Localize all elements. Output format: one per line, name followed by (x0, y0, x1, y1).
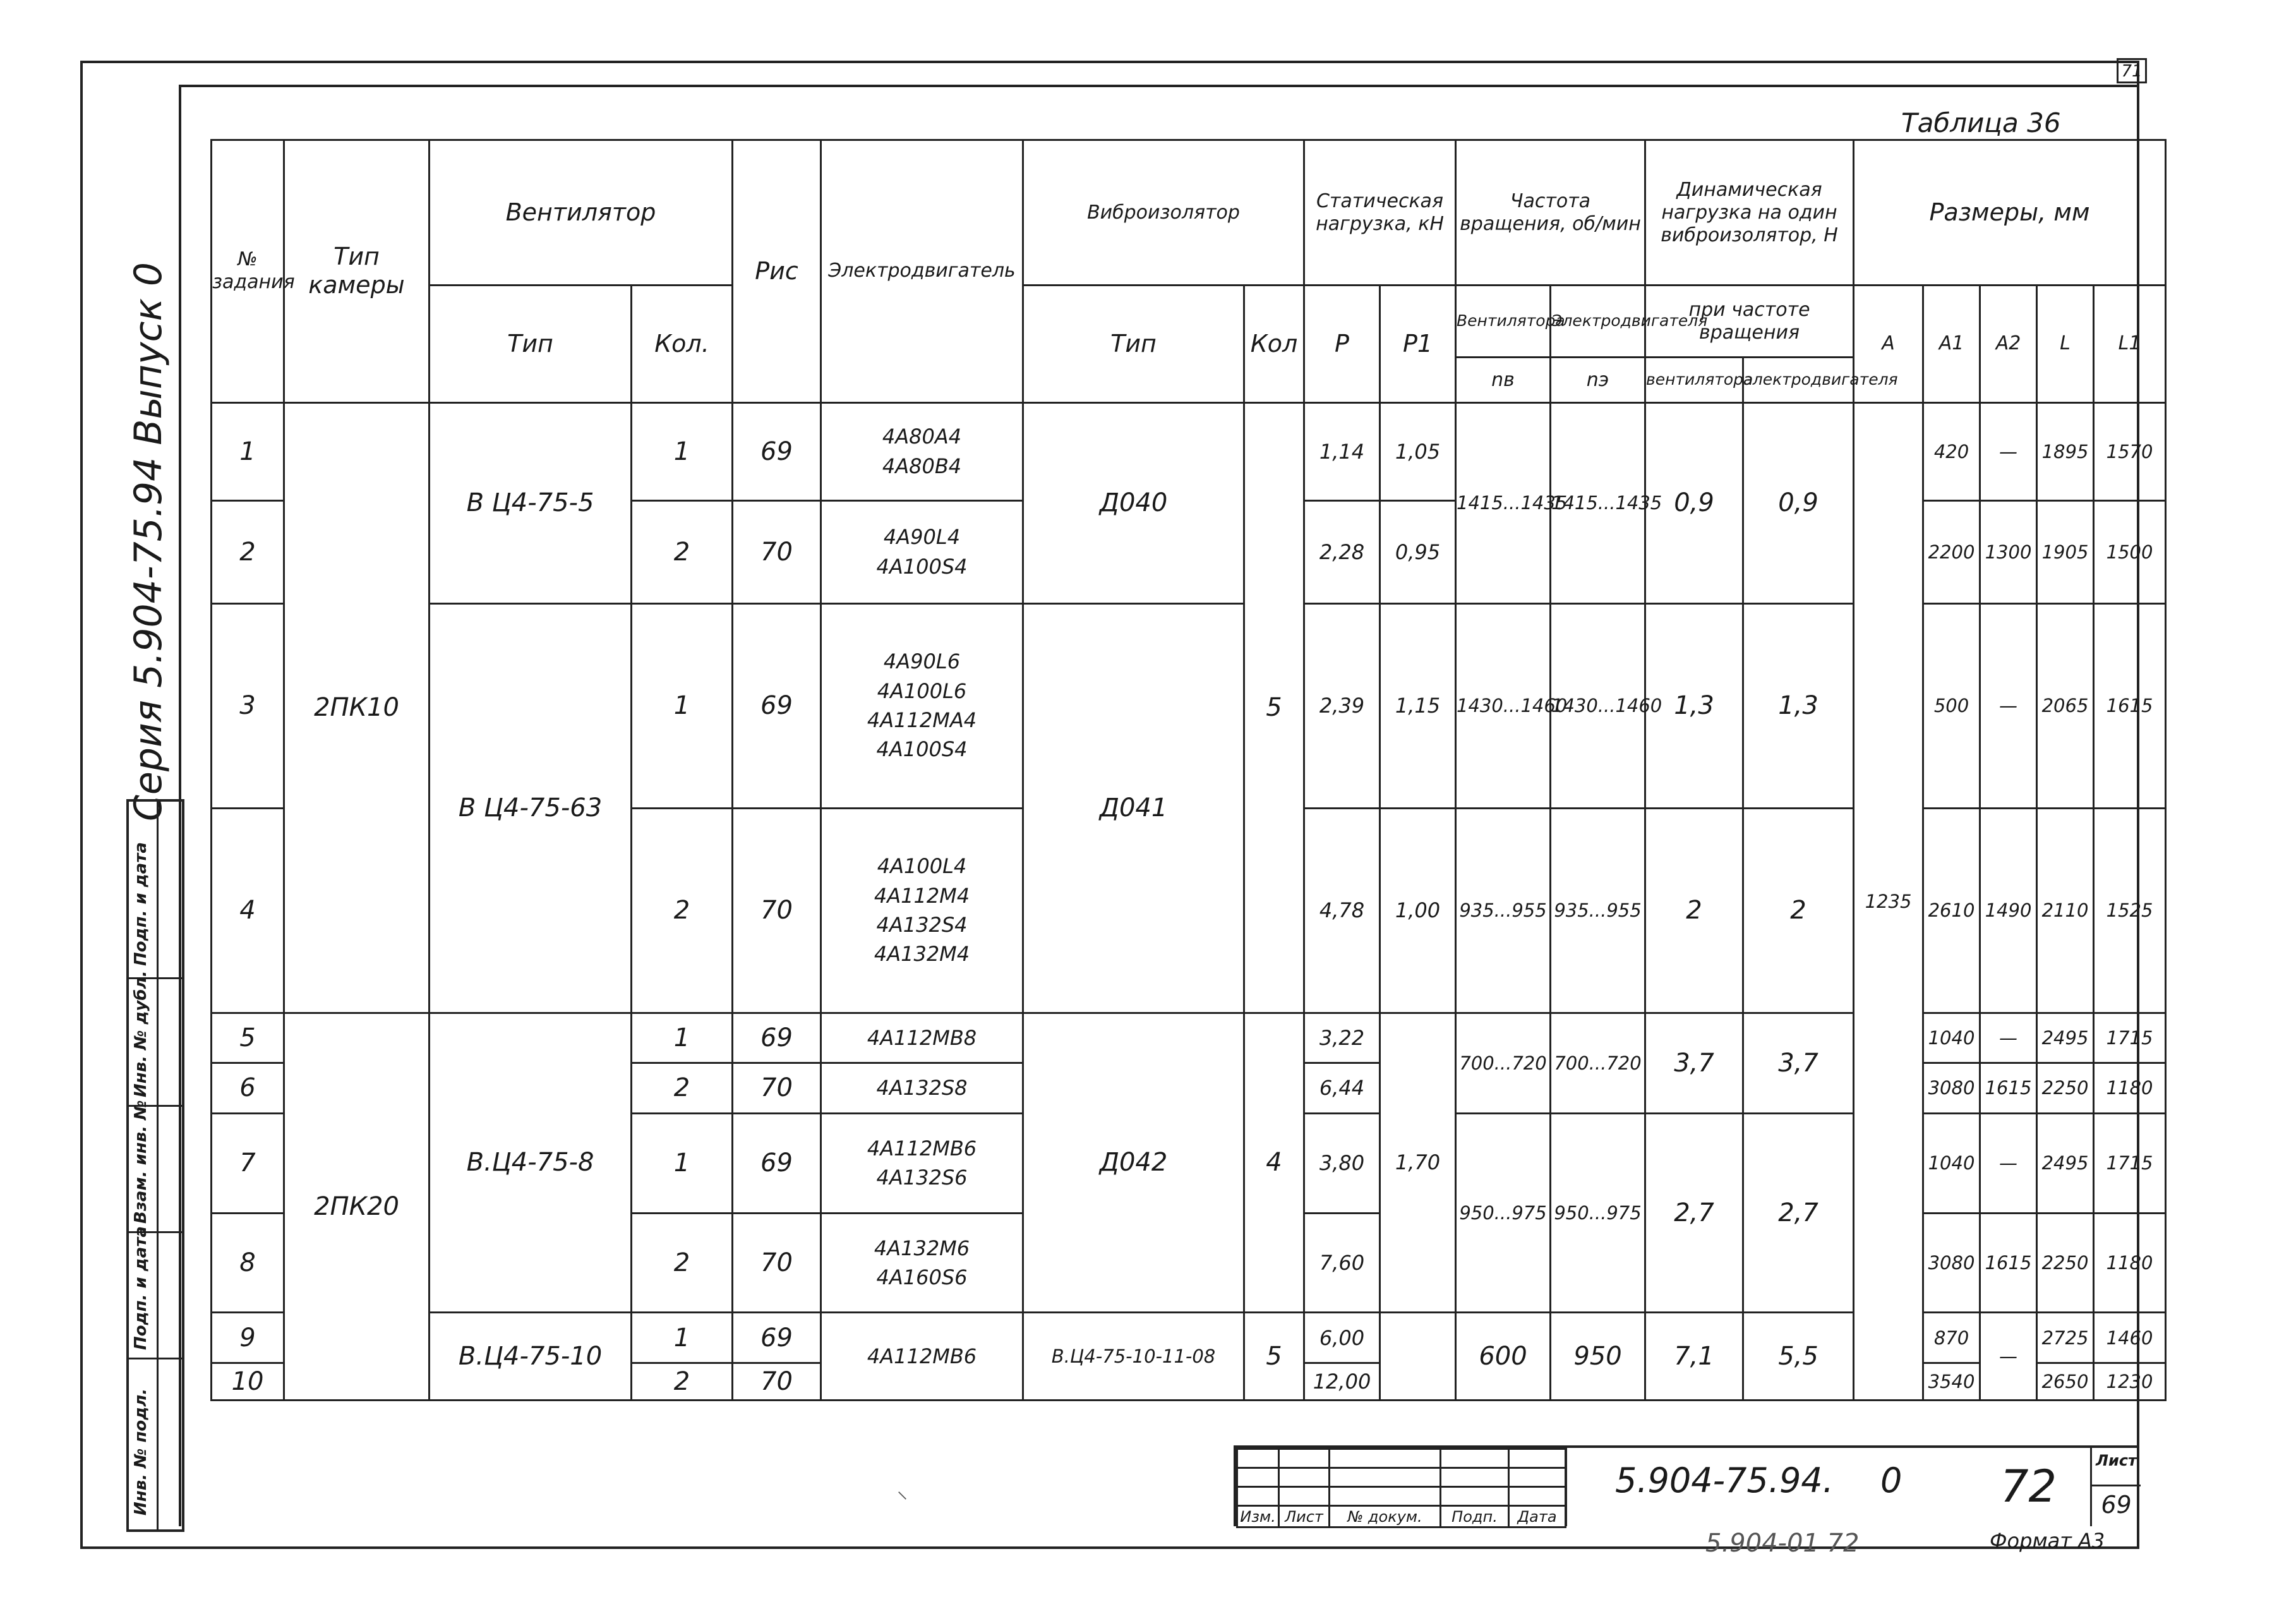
motor-model: 4А100L4 (877, 854, 967, 879)
cell-no: 4 (212, 808, 284, 1013)
sheet-label: Лист (2096, 1452, 2137, 1469)
handwritten-sheet-number: 72 (2000, 1461, 2057, 1512)
cell-p1: 0,95 (1380, 500, 1456, 603)
cell-p: 6,44 (1304, 1063, 1380, 1113)
cell-motor (821, 1214, 1023, 1313)
cell-isolator-type: В.Ц4-75-10-11-08 (1023, 1313, 1244, 1401)
motor-model: 4А160S6 (876, 1265, 968, 1290)
footer-code: 5.904-01 72 (1705, 1529, 1860, 1558)
motor-model: 4А132S4 (876, 913, 968, 937)
cell-no: 1 (212, 402, 284, 500)
cell-fan-qty: 2 (632, 1063, 733, 1113)
stray-mark: ⸜ (897, 1478, 908, 1504)
cell-n-fan: 1430...1460 (1456, 603, 1551, 808)
header-p: P (1304, 286, 1380, 402)
revision-grid (1236, 1448, 1566, 1528)
cell-dyn-motor: 2 (1743, 808, 1854, 1013)
header-l1: L1 (2094, 286, 2166, 402)
cell-isolator-qty: 4 (1244, 1013, 1304, 1313)
document-code: 5.904-75.94. (1615, 1461, 1834, 1500)
cell-chamber-type: 2ПК20 (284, 1013, 430, 1400)
header-rpm-motor: Электродвигателя (1551, 286, 1645, 358)
header-isolator: Виброизолятор (1023, 140, 1304, 286)
stamp-label: Инв. № подл. (131, 1388, 150, 1516)
cell-n-fan: 700...720 (1456, 1013, 1551, 1113)
cell-fan-qty: 2 (632, 1214, 733, 1313)
motor-model: 4А80В4 (882, 454, 962, 478)
cell-a2: — (1980, 402, 2037, 500)
cell-a2: — (1980, 603, 2037, 808)
motor-model: 4А112МВ6 (867, 1136, 977, 1161)
stamp-label: Инв. № дубл. (131, 970, 150, 1097)
cell-dyn-motor: 1,3 (1743, 603, 1854, 808)
header-n-motor: nэ (1551, 358, 1645, 402)
cell-dyn-fan: 2 (1645, 808, 1743, 1013)
header-n-fan: nв (1456, 358, 1551, 402)
cell-motor (821, 1063, 1023, 1113)
cell-chamber-type: 2ПК10 (284, 402, 430, 1013)
cell-fan-qty: 1 (632, 1013, 733, 1063)
cell-p: 12,00 (1304, 1363, 1380, 1400)
header-fan-qty: Кол. (632, 286, 733, 402)
cell-no: 10 (212, 1363, 284, 1400)
revision-col-label: № докум. (1330, 1506, 1441, 1528)
cell-motor (821, 1013, 1023, 1063)
cell-figure: 70 (733, 500, 821, 603)
cell-no: 9 (212, 1313, 284, 1363)
cell-a1: 1040 (1923, 1113, 1980, 1214)
cell-p: 3,22 (1304, 1013, 1380, 1063)
stamp-strip (126, 799, 184, 1532)
header-dyn-sub: при частоте вращения (1645, 286, 1854, 358)
cell-figure: 70 (733, 808, 821, 1013)
cell-l: 2250 (2037, 1063, 2094, 1113)
cell-fan-qty: 2 (632, 500, 733, 603)
cell-fan-qty: 1 (632, 1313, 733, 1363)
cell-p1-empty (1380, 1313, 1456, 1401)
revision-col-label: Подп. (1441, 1506, 1509, 1528)
cell-a1: 420 (1923, 402, 1980, 500)
title-divider (1565, 1448, 1567, 1526)
cell-l: 2065 (2037, 603, 2094, 808)
cell-p1: 1,00 (1380, 808, 1456, 1013)
cell-motor (821, 500, 1023, 603)
cell-a2: 1615 (1980, 1214, 2037, 1313)
header-static-load: Статическая нагрузка, кН (1304, 140, 1456, 286)
cell-l: 2495 (2037, 1113, 2094, 1214)
cell-fan-qty: 2 (632, 1363, 733, 1400)
header-figure: Рис (733, 140, 821, 403)
motor-model: 4А132S8 (876, 1076, 968, 1100)
cell-p: 2,39 (1304, 603, 1380, 808)
cell-fan-qty: 2 (632, 808, 733, 1013)
cell-a1: 3540 (1923, 1363, 1980, 1400)
cell-dyn-fan: 7,1 (1645, 1313, 1743, 1401)
cell-figure: 69 (733, 603, 821, 808)
cell-fan-qty: 1 (632, 603, 733, 808)
cell-p1: 1,15 (1380, 603, 1456, 808)
cell-l1: 1180 (2094, 1214, 2166, 1313)
cell-figure: 69 (733, 402, 821, 500)
cell-no: 6 (212, 1063, 284, 1113)
stamp-label: Взам. инв. № (131, 1100, 150, 1224)
cell-figure: 69 (733, 1313, 821, 1363)
cell-a2: — (1980, 1013, 2037, 1063)
series-caption: Серия 5.904-75.94 Выпуск 0 (126, 262, 171, 821)
cell-figure: 69 (733, 1013, 821, 1063)
header-rpm-fan: Вентилятора (1456, 286, 1551, 358)
motor-model: 4А100S4 (876, 737, 968, 762)
motor-model: 4А112МВ8 (867, 1025, 977, 1050)
revision-col-label: Лист (1279, 1506, 1330, 1528)
cell-n-motor: 1430...1460 (1551, 603, 1645, 808)
cell-l1: 1715 (2094, 1013, 2166, 1063)
cell-isolator-type: Д041 (1023, 603, 1244, 1013)
cell-fan-type: В Ц4-75-63 (430, 603, 632, 1013)
cell-motor (821, 603, 1023, 808)
cell-a1: 3080 (1923, 1063, 1980, 1113)
cell-n-fan: 935...955 (1456, 808, 1551, 1013)
cell-isolator-type: Д040 (1023, 402, 1244, 603)
motor-model: 4А132М6 (874, 1236, 970, 1260)
cell-motor (821, 402, 1023, 500)
cell-a1: 500 (1923, 603, 1980, 808)
cell-p: 7,60 (1304, 1214, 1380, 1313)
header-p1: P1 (1380, 286, 1456, 402)
cell-l: 2495 (2037, 1013, 2094, 1063)
cell-n-motor: 950...975 (1551, 1113, 1645, 1313)
stamp-divider (157, 802, 159, 1529)
revision-col-label: Дата (1509, 1506, 1566, 1528)
cell-motor (821, 1113, 1023, 1214)
cell-p: 6,00 (1304, 1313, 1380, 1363)
cell-a1: 2610 (1923, 808, 1980, 1013)
cell-dyn-motor: 0,9 (1743, 402, 1854, 603)
footer-format: Формат А3 (1990, 1529, 2105, 1553)
cell-no: 5 (212, 1013, 284, 1063)
cell-n-fan: 600 (1456, 1313, 1551, 1401)
header-fan: Вентилятор (430, 140, 733, 286)
cell-l1: 1180 (2094, 1063, 2166, 1113)
table-caption: Таблица 36 (1901, 107, 2061, 138)
motor-model: 4А112М4 (874, 883, 970, 908)
motor-model: 4А132М4 (874, 942, 970, 967)
cell-dyn-fan: 0,9 (1645, 402, 1743, 603)
cell-no: 7 (212, 1113, 284, 1214)
cell-l1: 1615 (2094, 603, 2166, 808)
cell-no: 2 (212, 500, 284, 603)
stamp-label: Подп. и дата (131, 1226, 150, 1350)
cell-a2: — (1980, 1113, 2037, 1214)
cell-n-motor: 935...955 (1551, 808, 1645, 1013)
cell-fan-qty: 1 (632, 402, 733, 500)
cell-no: 8 (212, 1214, 284, 1313)
data-table (210, 139, 2167, 1401)
cell-p: 4,78 (1304, 808, 1380, 1013)
cell-no: 3 (212, 603, 284, 808)
cell-motor (821, 808, 1023, 1013)
header-no: № задания (212, 140, 284, 403)
motor-model: 4А112МА4 (867, 708, 977, 733)
cell-fan-qty: 1 (632, 1113, 733, 1214)
header-dyn-load: Динамическая нагрузка на один виброизолятор, Н (1645, 140, 1854, 286)
cell-fan-type: В.Ц4-75-8 (430, 1013, 632, 1313)
header-a1: A1 (1923, 286, 1980, 402)
cell-motor: 4А112МВ6 (821, 1313, 1023, 1401)
motor-model: 4А100S4 (876, 554, 968, 579)
header-chamber-type: Тип камеры (284, 140, 430, 403)
table-row (212, 402, 2166, 500)
cell-a1: 870 (1923, 1313, 1980, 1363)
cell-l: 2250 (2037, 1214, 2094, 1313)
cell-dyn-motor: 2,7 (1743, 1113, 1854, 1313)
cell-isolator-qty: 5 (1244, 1313, 1304, 1401)
cell-a2: — (1980, 1313, 2037, 1401)
cell-a1: 3080 (1923, 1214, 1980, 1313)
cell-dyn-fan: 1,3 (1645, 603, 1743, 808)
cell-l1: 1460 (2094, 1313, 2166, 1363)
cell-dyn-fan: 3,7 (1645, 1013, 1743, 1113)
title-block (1234, 1445, 2138, 1526)
header-isolator-qty: Кол (1244, 286, 1304, 402)
cell-dyn-fan: 2,7 (1645, 1113, 1743, 1313)
cell-a: 1235 (1854, 402, 1923, 1400)
sheet-number-box (2090, 1448, 2141, 1526)
cell-p: 3,80 (1304, 1113, 1380, 1214)
cell-l: 1895 (2037, 402, 2094, 500)
header-l: L (2037, 286, 2094, 402)
header-isolator-type: Тип (1023, 286, 1244, 402)
cell-figure: 70 (733, 1063, 821, 1113)
cell-figure: 70 (733, 1214, 821, 1313)
cell-n-fan: 950...975 (1456, 1113, 1551, 1313)
cell-p: 2,28 (1304, 500, 1380, 603)
cell-n-motor: 950 (1551, 1313, 1645, 1401)
cell-a2: 1490 (1980, 808, 2037, 1013)
cell-n-fan: 1415...1435 (1456, 402, 1551, 603)
header-motor: Электродвигатель (821, 140, 1023, 403)
header-dyn-fan: вентилятора (1645, 358, 1743, 402)
header-dyn-motor: электродвигателя (1743, 358, 1854, 402)
document-issue: 0 (1880, 1461, 1902, 1500)
header-a2: A2 (1980, 286, 2037, 402)
cell-figure: 69 (733, 1113, 821, 1214)
cell-p: 1,14 (1304, 402, 1380, 500)
cell-l1: 1500 (2094, 500, 2166, 603)
cell-p1: 1,05 (1380, 402, 1456, 500)
motor-model: 4А90L4 (883, 525, 961, 550)
cell-l1: 1525 (2094, 808, 2166, 1013)
cell-l1: 1570 (2094, 402, 2166, 500)
header-rpm: Частота вращения, об/мин (1456, 140, 1645, 286)
cell-a2: 1615 (1980, 1063, 2037, 1113)
stamp-rule (129, 1358, 182, 1359)
cell-p1: 1,70 (1380, 1013, 1456, 1313)
cell-isolator-qty: 5 (1244, 402, 1304, 1013)
cell-l: 1905 (2037, 500, 2094, 603)
motor-model: 4А80А4 (882, 425, 962, 449)
cell-l1: 1230 (2094, 1363, 2166, 1400)
cell-a2: 1300 (1980, 500, 2037, 603)
motor-model: 4А90L6 (883, 649, 961, 674)
cell-figure: 70 (733, 1363, 821, 1400)
stamp-label: Подп. и дата (131, 842, 150, 966)
cell-fan-type: В.Ц4-75-10 (430, 1313, 632, 1401)
motor-model: 4А100L6 (877, 678, 967, 703)
header-a: A (1854, 286, 1923, 402)
cell-l1: 1715 (2094, 1113, 2166, 1214)
cell-a1: 1040 (1923, 1013, 1980, 1063)
cell-a1: 2200 (1923, 500, 1980, 603)
corner-page-number: 71 (2117, 58, 2147, 83)
cell-l: 2725 (2037, 1313, 2094, 1363)
cell-n-motor: 1415...1435 (1551, 402, 1645, 603)
cell-n-motor: 700...720 (1551, 1013, 1645, 1113)
cell-isolator-type: Д042 (1023, 1013, 1244, 1313)
cell-fan-type: В Ц4-75-5 (430, 402, 632, 603)
sheet-box-rule (2092, 1485, 2141, 1486)
header-sizes: Размеры, мм (1854, 140, 2166, 286)
cell-l: 2110 (2037, 808, 2094, 1013)
cell-dyn-motor: 3,7 (1743, 1013, 1854, 1113)
header-fan-type: Тип (430, 286, 632, 402)
revision-col-label: Изм. (1237, 1506, 1279, 1528)
cell-l: 2650 (2037, 1363, 2094, 1400)
sheet-value: 69 (2101, 1491, 2132, 1519)
motor-model: 4А132S6 (876, 1166, 968, 1190)
cell-dyn-motor: 5,5 (1743, 1313, 1854, 1401)
